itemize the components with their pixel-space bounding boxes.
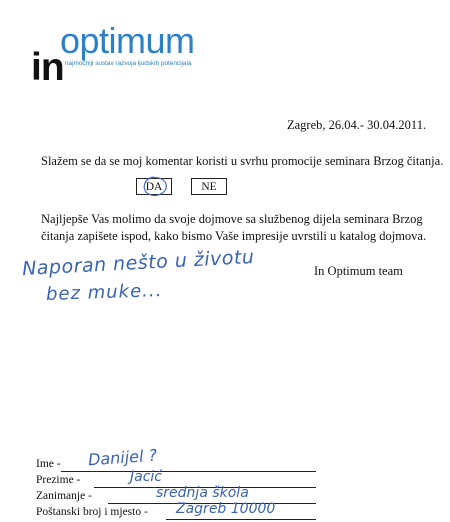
request-line: Najljepše Vas molimo da svoje dojmove sa službenog dijela seminara Brzog [41,212,423,226]
handwritten-comment-line: Naporan nešto u životu [21,245,255,281]
in-optimum-logo [31,18,231,88]
field-value-zanimanje: srednja škola [156,485,249,501]
field-label-zanimanje: Zanimanje - [36,490,92,502]
field-label-prezime: Prezime - [36,474,81,486]
consent-statement: Slažem se da se moj komentar koristi u svrhu promocije seminara Brzog čitanja. [41,154,444,168]
request-line: čitanja zapišete ispod, kako bismo Vaše impresije uvrstili u katalog dojmova. [41,229,427,243]
option-da-box[interactable]: DA [136,178,172,195]
logo-prefix: in [31,46,64,89]
field-value-prezime: Jacić [130,469,162,485]
date-line: Zagreb, 26.04.- 30.04.2011. [287,118,427,132]
handwritten-circle-mark [141,175,168,198]
logo-brand: optimum [60,20,195,61]
form-row-ime [36,445,158,474]
request-paragraph [41,211,431,245]
form-row-zanimanje [36,485,249,506]
field-value-postanski: Zagreb 10000 [176,501,276,517]
field-value-ime: Danijel ? [87,445,158,470]
field-line-ime[interactable] [61,471,316,472]
form-row-postanski [36,501,276,522]
field-label-ime: Ime - [36,458,61,470]
form-row-prezime [36,469,162,490]
logo-tagline: najmoćniji sustav razvoja ljudskih potencijala [65,60,192,67]
field-label-postanski: Poštanski broj i mjesto - [36,506,148,518]
option-ne-box[interactable]: NE [191,178,227,195]
handwritten-comment-line: bez muke... [45,279,163,306]
signoff: In Optimum team [314,264,403,278]
field-line-postanski[interactable] [166,519,316,520]
